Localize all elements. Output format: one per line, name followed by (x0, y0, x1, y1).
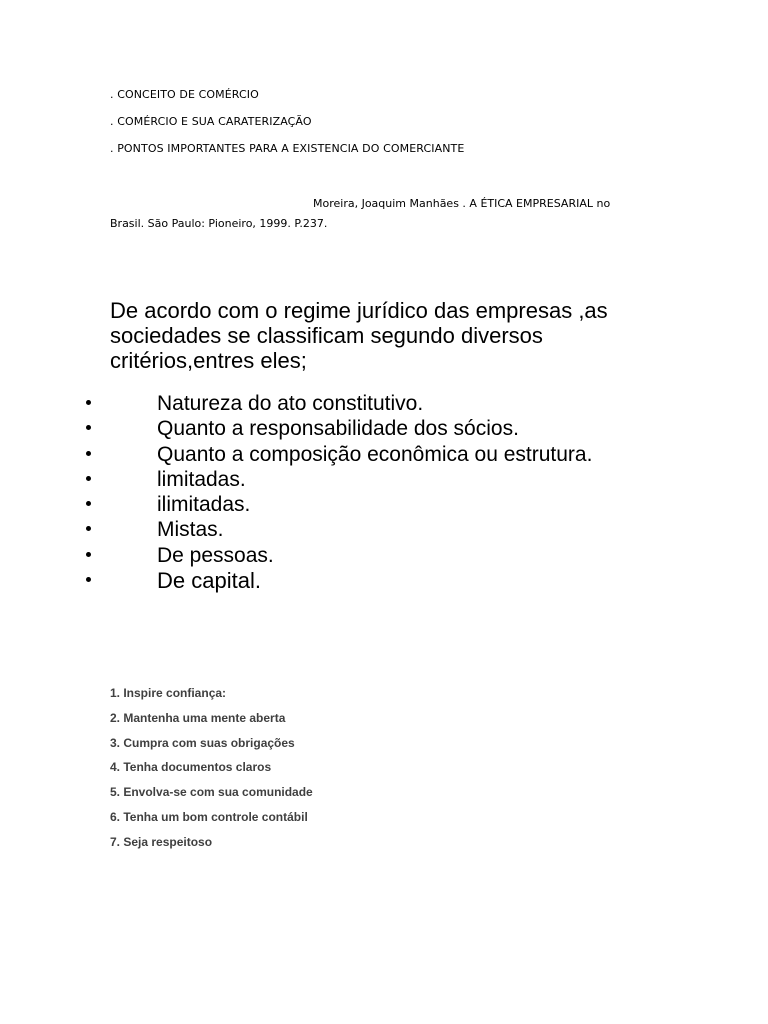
intro-paragraph: De acordo com o regime jurídico das empresas ,as sociedades se classificam segundo diversos critérios,entres eles; (110, 298, 608, 373)
tip-item: 7. Seja respeitoso (110, 834, 213, 849)
tip-item: 4. Tenha documentos claros (110, 760, 272, 775)
tip-item: 1. Inspire confiança: (110, 686, 227, 700)
tip-item: 6. Tenha um bom controle contábil (110, 809, 308, 824)
list-item (0, 568, 768, 593)
tip-item: 3. Cumpra com suas obrigações (110, 735, 295, 750)
list-item-text: Mistas. (157, 518, 224, 542)
list-item (0, 467, 768, 492)
list-item-text: ilimitadas. (157, 493, 251, 517)
heading-pontos: . PONTOS IMPORTANTES PARA A EXISTENCIA DO COMERCIANTE (110, 142, 465, 155)
bullet-icon (86, 425, 91, 430)
heading-caraterizacao: . COMÉRCIO E SUA CARATERIZAÇÃO (110, 115, 312, 128)
reference-line-2: Brasil. São Paulo: Pioneiro, 1999. P.237. (110, 217, 328, 230)
bullet-icon (86, 552, 91, 557)
tips-list (110, 686, 313, 860)
list-item-text: De pessoas. (157, 543, 274, 567)
reference-line-1: Moreira, Joaquim Manhães . A ÉTICA EMPRESARIAL no (313, 197, 611, 210)
classification-list (0, 391, 768, 593)
list-item-text: Natureza do ato constitutivo. (157, 392, 424, 415)
tip-item: 2. Mantenha uma mente aberta (110, 710, 286, 725)
list-item-text: De capital. (157, 568, 261, 594)
list-item-text: Quanto a composição econômica ou estrutura. (157, 442, 593, 466)
bullet-icon (86, 451, 91, 456)
bullet-icon (86, 476, 91, 481)
list-item (0, 416, 768, 441)
list-item (0, 442, 768, 467)
list-item (0, 543, 768, 568)
bullet-icon (86, 577, 91, 582)
list-item (0, 391, 768, 416)
list-item-text: limitadas. (157, 467, 246, 491)
list-item (0, 492, 768, 517)
list-item-text: Quanto a responsabilidade dos sócios. (157, 417, 519, 441)
heading-conceito: . CONCEITO DE COMÉRCIO (110, 88, 259, 101)
bullet-icon (86, 526, 91, 531)
bullet-icon (86, 501, 91, 506)
list-item (0, 517, 768, 542)
tip-item: 5. Envolva-se com sua comunidade (110, 785, 313, 800)
bullet-icon (86, 400, 91, 405)
